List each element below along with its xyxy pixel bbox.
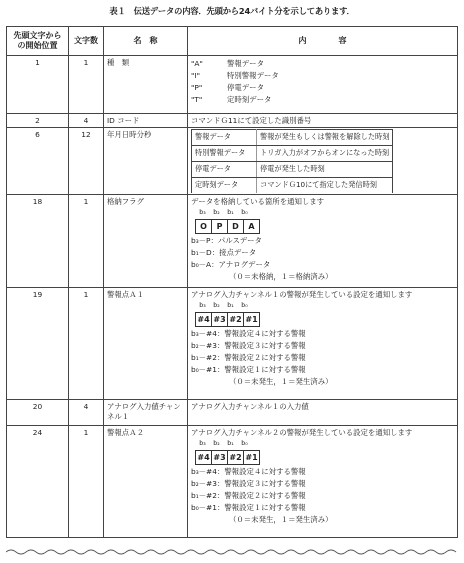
bit-description: b₂－#3：警報設定３に対する警報 — [191, 341, 306, 350]
item-desc: 特別警報データ — [227, 71, 279, 81]
item-code: "P" — [191, 83, 203, 93]
count-cell: 4 — [69, 114, 104, 128]
name-cell: 警報点Ａ１ — [104, 288, 188, 400]
name-cell: アナログ入力値チャンネル１ — [104, 400, 188, 426]
bit-labels: b₃ b₂ b₁ b₀ — [199, 209, 248, 217]
table-row — [7, 195, 458, 288]
content-cell — [188, 56, 458, 114]
bit-description: b₁－#2：警報設定２に対する警報 — [191, 491, 306, 500]
table-caption: 表１ 伝送データの内容．先頭から24バイト分を示してあります． — [109, 6, 355, 16]
bit-description: b₃－#4：警報設定４に対する警報 — [191, 329, 306, 338]
pos-cell: 24 — [7, 426, 69, 538]
header-pos: 先頭文字からの開始位置 — [7, 27, 69, 56]
header-row — [7, 27, 458, 56]
time-subtable — [191, 129, 393, 193]
content-cell — [188, 288, 458, 400]
item-desc: 警報が発生もしくは警報を解除した時刻 — [257, 130, 393, 146]
name-cell: 種 類 — [104, 56, 188, 114]
list-item — [191, 94, 454, 106]
bit-description: b₁－D：接点データ — [191, 248, 257, 257]
flag-boxes: #4 #3 #2 #1 — [195, 312, 454, 327]
table-row — [7, 288, 458, 400]
table-row — [7, 56, 458, 114]
count-cell: 1 — [69, 195, 104, 288]
bit-legend: （０＝未発生，１＝発生済み） — [229, 515, 333, 524]
item-desc: 停電データ — [227, 83, 264, 93]
header-count: 文字数 — [69, 27, 104, 56]
count-cell: 1 — [69, 56, 104, 114]
data-table — [6, 26, 458, 538]
table-row — [7, 128, 458, 195]
content-cell — [188, 195, 458, 288]
item-code: "I" — [191, 71, 200, 81]
table-row — [7, 400, 458, 426]
count-cell: 12 — [69, 128, 104, 195]
bit-description: b₀－#1：警報設定１に対する警報 — [191, 365, 306, 374]
item-desc: 停電が発生した時刻 — [257, 162, 393, 178]
bit-description: b₂－#3：警報設定３に対する警報 — [191, 479, 306, 488]
item-desc: トリガ入力がオフからオンになった時刻 — [257, 146, 393, 162]
item-code: 警報データ — [192, 130, 257, 146]
item-code: 定時刻データ — [192, 178, 257, 194]
content-cell: コマンドＧ11にて設定した識別番号 — [188, 114, 458, 128]
pos-cell: 1 — [7, 56, 69, 114]
count-cell: 4 — [69, 400, 104, 426]
list-item — [191, 58, 454, 70]
pos-cell: 19 — [7, 288, 69, 400]
bit-legend: （０＝未格納，１＝格納済み） — [229, 272, 333, 281]
content-intro: データを格納している箇所を通知します — [191, 197, 325, 207]
bit-legend: （０＝未発生，１＝発生済み） — [229, 377, 333, 386]
content-intro: アナログ入力チャンネル２の警報が発生している設定を通知します — [191, 428, 413, 438]
continuation-wave-icon — [6, 548, 458, 556]
flag-boxes: O P D A — [195, 219, 454, 234]
bit-labels: b₃ b₂ b₁ b₀ — [199, 440, 248, 448]
bit-description: b₀－#1：警報設定１に対する警報 — [191, 503, 306, 512]
content-intro: アナログ入力チャンネル１の警報が発生している設定を通知します — [191, 290, 413, 300]
bit-description: b₃－#4：警報設定４に対する警報 — [191, 467, 306, 476]
name-cell: ID コード — [104, 114, 188, 128]
table-row — [7, 426, 458, 538]
bit-description: b₁－#2：警報設定２に対する警報 — [191, 353, 306, 362]
header-name: 名 称 — [104, 27, 188, 56]
content-cell — [188, 128, 458, 195]
count-cell: 1 — [69, 288, 104, 400]
item-desc: 警報データ — [227, 59, 264, 69]
item-code: "A" — [191, 59, 203, 69]
pos-cell: 18 — [7, 195, 69, 288]
table-row — [7, 114, 458, 128]
bit-labels: b₃ b₂ b₁ b₀ — [199, 302, 248, 310]
item-desc: コマンドＧ10にて指定した発信時刻 — [257, 178, 393, 194]
item-code: 停電データ — [192, 162, 257, 178]
item-code: 特別警報データ — [192, 146, 257, 162]
pos-cell: 20 — [7, 400, 69, 426]
name-cell: 年月日時分秒 — [104, 128, 188, 195]
list-item — [191, 70, 454, 82]
count-cell: 1 — [69, 426, 104, 538]
name-cell: 格納フラグ — [104, 195, 188, 288]
flag-boxes: #4 #3 #2 #1 — [195, 450, 454, 465]
pos-cell: 6 — [7, 128, 69, 195]
content-cell — [188, 426, 458, 538]
content-cell: アナログ入力チャンネル１の入力値 — [188, 400, 458, 426]
list-item — [191, 82, 454, 94]
item-code: "T" — [191, 95, 203, 105]
bit-description: b₃－P：パルスデータ — [191, 236, 262, 245]
pos-cell: 2 — [7, 114, 69, 128]
bit-description: b₀－A：アナログデータ — [191, 260, 271, 269]
name-cell: 警報点Ａ２ — [104, 426, 188, 538]
header-content: 内 容 — [188, 27, 458, 56]
item-desc: 定時刻データ — [227, 95, 272, 105]
